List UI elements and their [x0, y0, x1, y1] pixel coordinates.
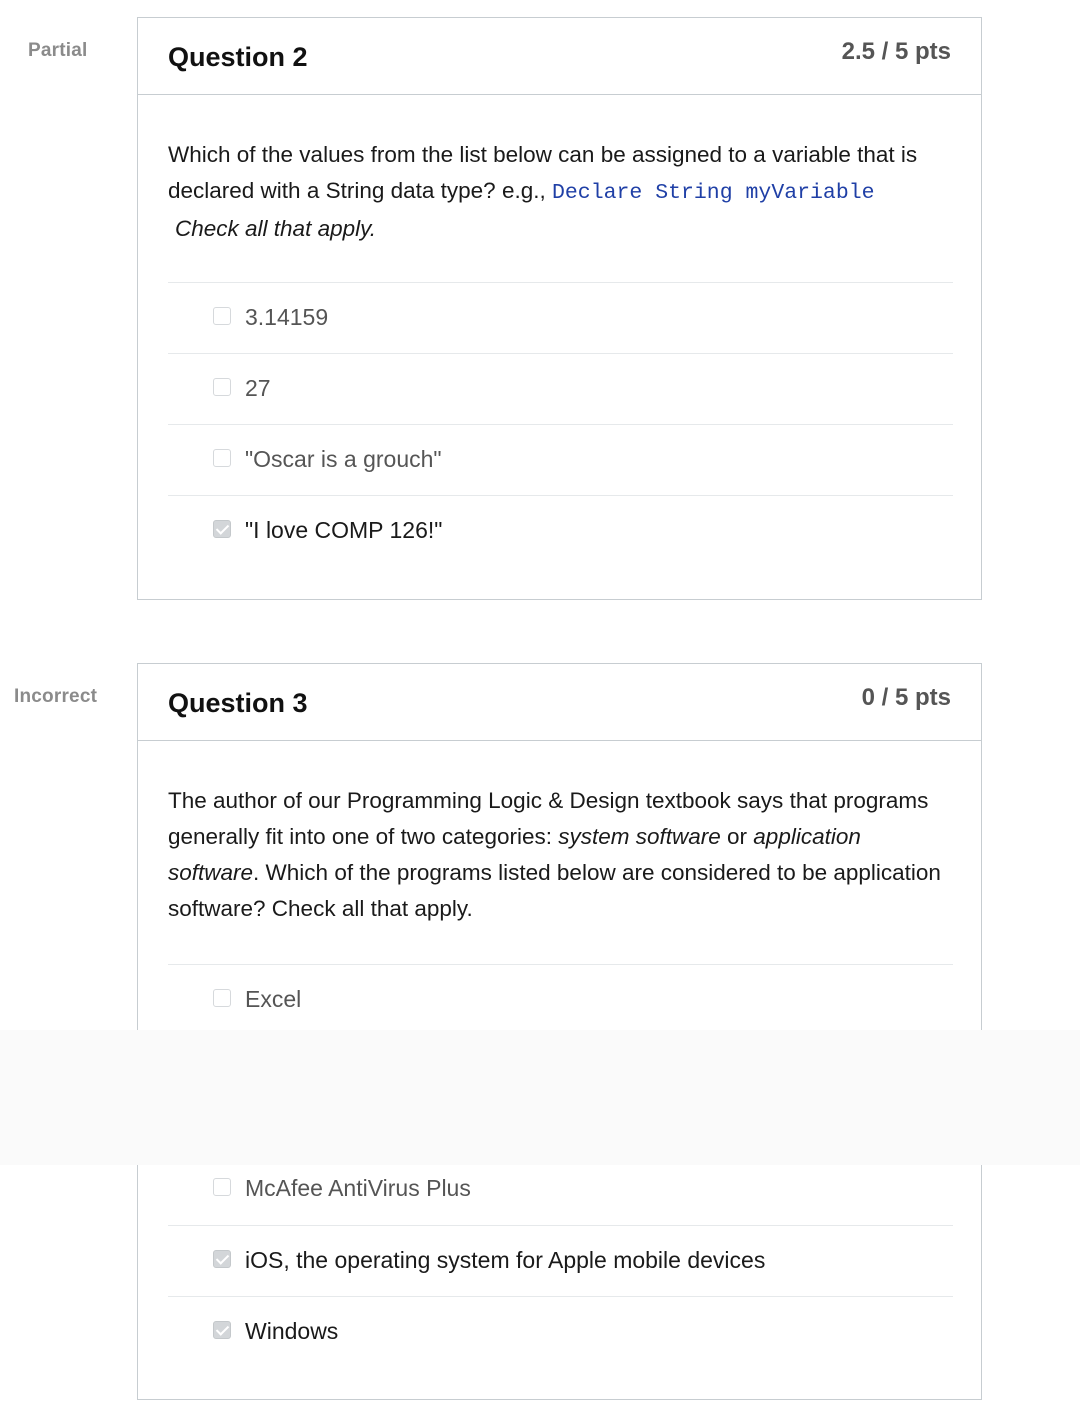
question-header — [138, 664, 981, 741]
answer-option-selected[interactable] — [168, 495, 953, 566]
checkbox-icon[interactable] — [213, 307, 231, 325]
question-instruction: Check all that apply. — [175, 216, 376, 241]
question-points: 2.5 / 5 pts — [841, 38, 951, 65]
answer-option[interactable] — [168, 282, 953, 353]
answer-label: 3.14159 — [245, 304, 329, 330]
checkbox-checked-icon[interactable] — [213, 1321, 231, 1339]
question-text — [168, 783, 958, 927]
question-status-badge: Partial — [28, 40, 88, 61]
question-text-part: . Which of the programs listed below are considered to be application software? Check all that apply. — [168, 860, 941, 921]
answer-option-selected[interactable] — [168, 1296, 953, 1367]
question-text-part: The author of our Programming Logic & Design textbook says that programs generally fit into one of two categories: — [168, 788, 929, 849]
checkbox-icon[interactable] — [213, 1178, 231, 1196]
code-snippet: Declare String myVariable — [551, 181, 875, 205]
question-text-part: Which of the values from the list below can be assigned to a variable that is declared with a String data type? e.g., — [168, 142, 918, 203]
obscured-region — [0, 1030, 1080, 1165]
answer-label: 27 — [245, 375, 271, 401]
answer-option[interactable] — [168, 964, 953, 1035]
question-title: Question 2 — [168, 42, 308, 72]
checkbox-icon[interactable] — [213, 989, 231, 1007]
answer-label: iOS, the operating system for Apple mobile devices — [245, 1247, 766, 1273]
question-text-emphasis: system software — [558, 824, 721, 849]
answer-label: "Oscar is a grouch" — [245, 446, 442, 472]
question-card — [137, 17, 982, 600]
answer-option[interactable] — [168, 424, 953, 495]
answer-list-lower — [168, 1154, 953, 1367]
answer-list — [168, 964, 953, 1035]
question-title: Question 3 — [168, 688, 308, 718]
question-text — [168, 137, 958, 247]
checkbox-checked-icon[interactable] — [213, 520, 231, 538]
question-text-part: or — [720, 824, 754, 849]
question-text-emphasis: application software — [168, 824, 861, 885]
answer-list — [168, 282, 953, 566]
answer-label: "I love COMP 126!" — [245, 517, 443, 543]
question-points: 0 / 5 pts — [861, 684, 951, 711]
checkbox-checked-icon[interactable] — [213, 1250, 231, 1268]
answer-label: Excel — [245, 986, 302, 1012]
question-status-badge: Incorrect — [14, 686, 98, 707]
answer-label: Windows — [245, 1318, 339, 1344]
answer-option-selected[interactable] — [168, 1225, 953, 1296]
question-header — [138, 18, 981, 95]
checkbox-icon[interactable] — [213, 449, 231, 467]
answer-label: McAfee AntiVirus Plus — [245, 1175, 471, 1201]
checkbox-icon[interactable] — [213, 378, 231, 396]
answer-option[interactable] — [168, 353, 953, 424]
